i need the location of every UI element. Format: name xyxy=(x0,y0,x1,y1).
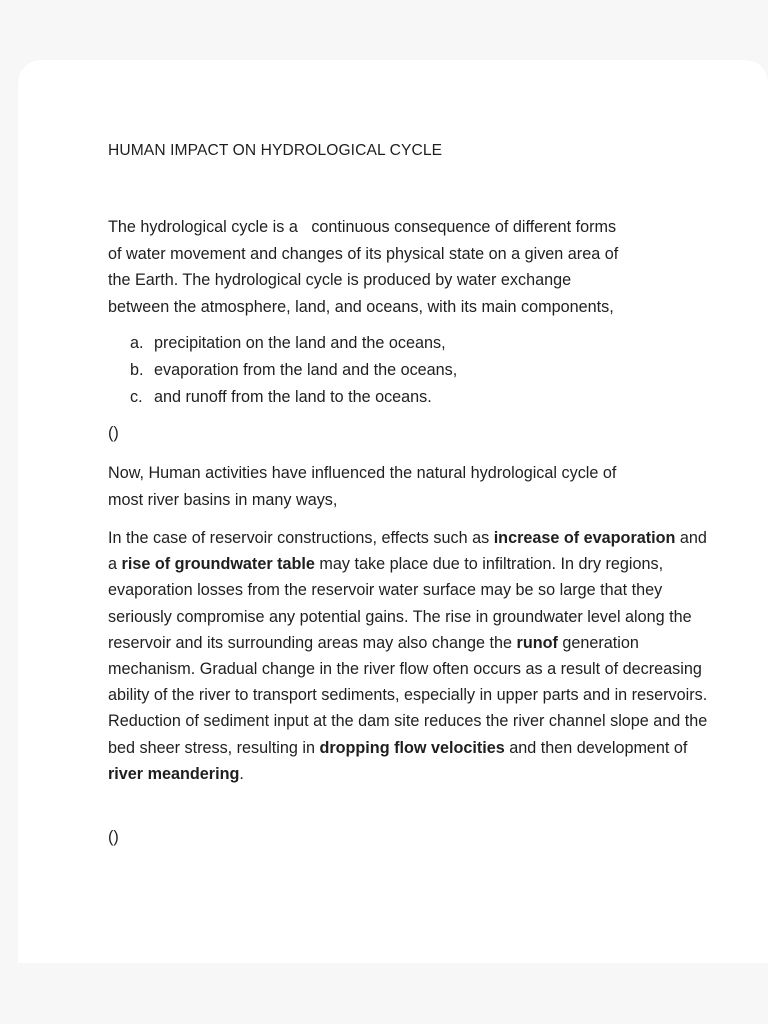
list-item-text: and runoff from the land to the oceans. xyxy=(154,388,432,406)
intro-paragraph xyxy=(108,214,708,320)
paragraph-text: and then development of xyxy=(504,738,688,757)
paragraph-text: . xyxy=(239,764,244,783)
list-marker: a. xyxy=(130,334,144,352)
empty-citation: () xyxy=(108,424,119,442)
reservoir-paragraph xyxy=(108,525,708,787)
list-marker: b. xyxy=(130,361,144,379)
emphasis-text: dropping flow velocities xyxy=(319,738,505,757)
paragraph-text: and a xyxy=(108,529,707,574)
intro-line: of water movement and changes of its physical state on a given area of xyxy=(108,244,619,263)
paragraph-line: most river basins in many ways, xyxy=(108,490,338,509)
intro-line: the Earth. The hydrological cycle is produced by water exchange xyxy=(108,271,572,289)
intro-line: between the atmosphere, land, and oceans, with its main components, xyxy=(108,297,614,316)
empty-citation: () xyxy=(108,828,119,846)
emphasis-text: river meandering xyxy=(108,764,240,783)
page-title: HUMAN IMPACT ON HYDROLOGICAL CYCLE xyxy=(108,142,443,159)
list-item-text: precipitation on the land and the oceans, xyxy=(154,334,446,352)
list-item xyxy=(130,357,457,384)
components-list xyxy=(130,330,457,411)
paragraph-text: In the case of reservoir constructions, effects such as xyxy=(108,529,494,547)
list-item xyxy=(130,384,457,411)
paragraph-line: Now, Human activities have influenced the natural hydrological cycle of xyxy=(108,464,617,482)
intro-line: The hydrological cycle is a continuous consequence of different forms xyxy=(108,218,617,236)
human-activities-paragraph xyxy=(108,460,708,513)
paragraph-text: may take place due to infiltration. In dry regions, evaporation losses from the reservoir water surface may be so large that they seriously compromise any potential gains. The rise in groundwater level along the reservoir and its surrounding areas may also change the xyxy=(108,555,692,652)
list-marker: c. xyxy=(130,388,143,406)
list-item xyxy=(130,330,457,357)
list-item-text: evaporation from the land and the oceans, xyxy=(154,361,458,379)
document-page xyxy=(18,60,768,963)
emphasis-text: runof xyxy=(516,633,558,652)
paragraph-text: generation mechanism. Gradual change in the river flow often occurs as a result of decreasing ability of the river to transport sediments, especially in upper parts and in reservoirs. Reduction of sediment input at the dam site reduces the river channel slope and the bed sheer stress, resulting in xyxy=(108,633,708,757)
emphasis-text: rise of groundwater table xyxy=(121,555,315,574)
emphasis-text: increase of evaporation xyxy=(493,529,676,547)
